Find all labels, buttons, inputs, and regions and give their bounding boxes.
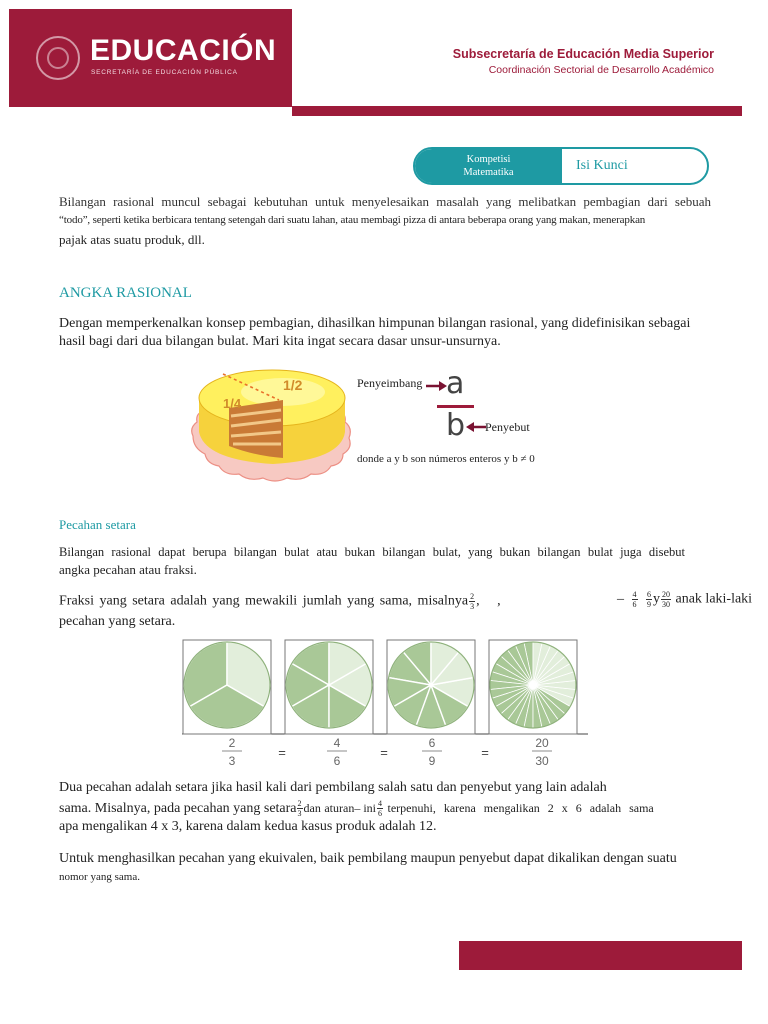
footer-bar	[459, 941, 742, 970]
fraction-label-denominator: 3	[228, 754, 236, 768]
government-seal-icon	[36, 36, 80, 80]
intro-line-1: Bilangan rasional muncul sebagai kebutuhan untuk menyelesaikan masalah yang melibatkan pembagian dari sebuah	[59, 194, 711, 209]
section1-line-1: Dengan memperkenalkan konsep pembagian, dihasilkan himpunan bilangan rasional, yang didefinisikan sebagai	[59, 316, 691, 331]
s3-dan: dan	[303, 801, 321, 815]
s3-text-end: terpenuhi, karena mengalikan 2 x 6 adalah sama	[387, 801, 654, 815]
intro-line-2: “todo”, seperti ketika berbicara tentang setengah dari suatu lahan, atau membagi pizza di antara beberapa orang yang makan, menerapkan	[59, 214, 646, 226]
equals-sign: =	[278, 745, 286, 760]
topic-tag-line2: Matematika	[463, 167, 514, 178]
intro-paragraph	[59, 193, 711, 249]
topic-tag-category	[415, 149, 562, 183]
section2-paragraph-2-line2: pecahan yang setara.	[59, 614, 176, 629]
s3-fraction-4-6: $\frac{4}{6}$	[378, 799, 382, 819]
fraction-2-3: $\frac{2}{3}$	[470, 592, 475, 611]
brand-subtitle: SECRETARÍA DE EDUCACIÓN PÚBLICA	[91, 69, 238, 76]
p2-separator-2: ,	[497, 593, 501, 609]
section3-paragraph	[59, 779, 711, 836]
numerator-symbol: a	[446, 366, 465, 401]
section-heading-angka-rasional: ANGKA RASIONAL	[59, 285, 192, 301]
section1-paragraph	[59, 315, 711, 351]
intro-line-3: pajak atas suatu produk, dll.	[59, 232, 205, 247]
p2-text-end: anak laki-laki	[675, 591, 753, 607]
section2-paragraph-2-line1	[59, 592, 501, 611]
section-heading-pecahan-setara: Pecahan setara	[59, 517, 136, 532]
section2-line-2: angka pecahan atau fraksi.	[59, 562, 197, 577]
p2-y: y	[653, 591, 660, 607]
fraction-label-numerator: 4	[333, 736, 341, 750]
fraction-label-denominator: 6	[333, 754, 341, 768]
fraction-label-denominator: 30	[535, 754, 549, 768]
section3-line-2	[59, 799, 711, 818]
section2-paragraph-2-fractions	[617, 590, 752, 609]
fraction-20-30: $\frac{20}{30}$	[662, 590, 670, 609]
denominator-symbol: b	[446, 408, 466, 443]
section4-paragraph	[59, 850, 711, 886]
numerator-label: Penyeimbang	[357, 376, 423, 390]
s3-text-start: sama. Misalnya, pada pecahan yang setara	[59, 801, 297, 816]
topic-tag-line1: Kompetisi	[466, 154, 511, 165]
denominator-arrow-icon	[466, 421, 486, 433]
fraction-label-numerator: 2	[228, 736, 236, 750]
fraction-4-6: $\frac{4}{6}$	[632, 590, 637, 609]
denominator-label: Penyebut	[485, 420, 530, 434]
header-coordinacion: Coordinación Sectorial de Desarrollo Académico	[488, 64, 714, 76]
cake-label-half: 1/2	[283, 377, 303, 393]
section2-line-1: Bilangan rasional dapat berupa bilangan bulat atau bukan bilangan bulat, yang bukan bilangan bulat juga disebut	[59, 545, 685, 559]
fraction-6-9: $\frac{6}{9}$	[647, 590, 651, 609]
fraction-label-denominator: 9	[428, 754, 436, 768]
fraction-label-numerator: 20	[535, 736, 549, 750]
section3-line-3: apa mengalikan 4 x 3, karena dalam kedua kasus produk adalah 12.	[59, 819, 437, 835]
equivalent-fractions-figure	[180, 637, 590, 772]
header-divider-bar	[292, 106, 742, 116]
numerator-arrow-icon	[426, 380, 448, 392]
section2-paragraph-1	[59, 543, 711, 579]
section3-line-1: Dua pecahan adalah setara jika hasil kali dari pembilang salah satu dan penyebut yang lain adalah	[59, 780, 607, 795]
section1-line-2: hasil bagi dari dua bilangan bulat. Mari kita ingat secara dasar unsur-unsurnya.	[59, 334, 501, 349]
p2-text-start: Fraksi yang setara adalah yang mewakili jumlah yang sama, misalnya	[59, 593, 469, 609]
header-subsecretaria: Subsecretaría de Educación Media Superior	[452, 47, 714, 61]
fraction-label-numerator: 6	[428, 736, 436, 750]
cake-label-quarter: 1/4	[223, 396, 242, 411]
equals-sign: =	[380, 745, 388, 760]
s3-aturan: aturan– ini	[324, 801, 376, 815]
equals-sign: =	[481, 745, 489, 760]
definition-note: donde a y b son números enteros y b ≠ 0	[357, 453, 535, 465]
section4-line-2: nomor yang sama.	[59, 871, 140, 883]
brand-title: EDUCACIÓN	[90, 34, 277, 67]
cake-illustration	[185, 360, 360, 485]
section4-line-1: Untuk menghasilkan pecahan yang ekuivalen, baik pembilang maupun penyebut dapat dikalikan dengan suatu	[59, 851, 677, 866]
p2-dash: –	[617, 591, 624, 607]
topic-tag-title: Isi Kunci	[576, 158, 628, 173]
p2-separator: ,	[476, 593, 480, 609]
topic-tag	[413, 147, 709, 185]
s3-fraction-2-3: $\frac{2}{3}$	[297, 799, 302, 819]
